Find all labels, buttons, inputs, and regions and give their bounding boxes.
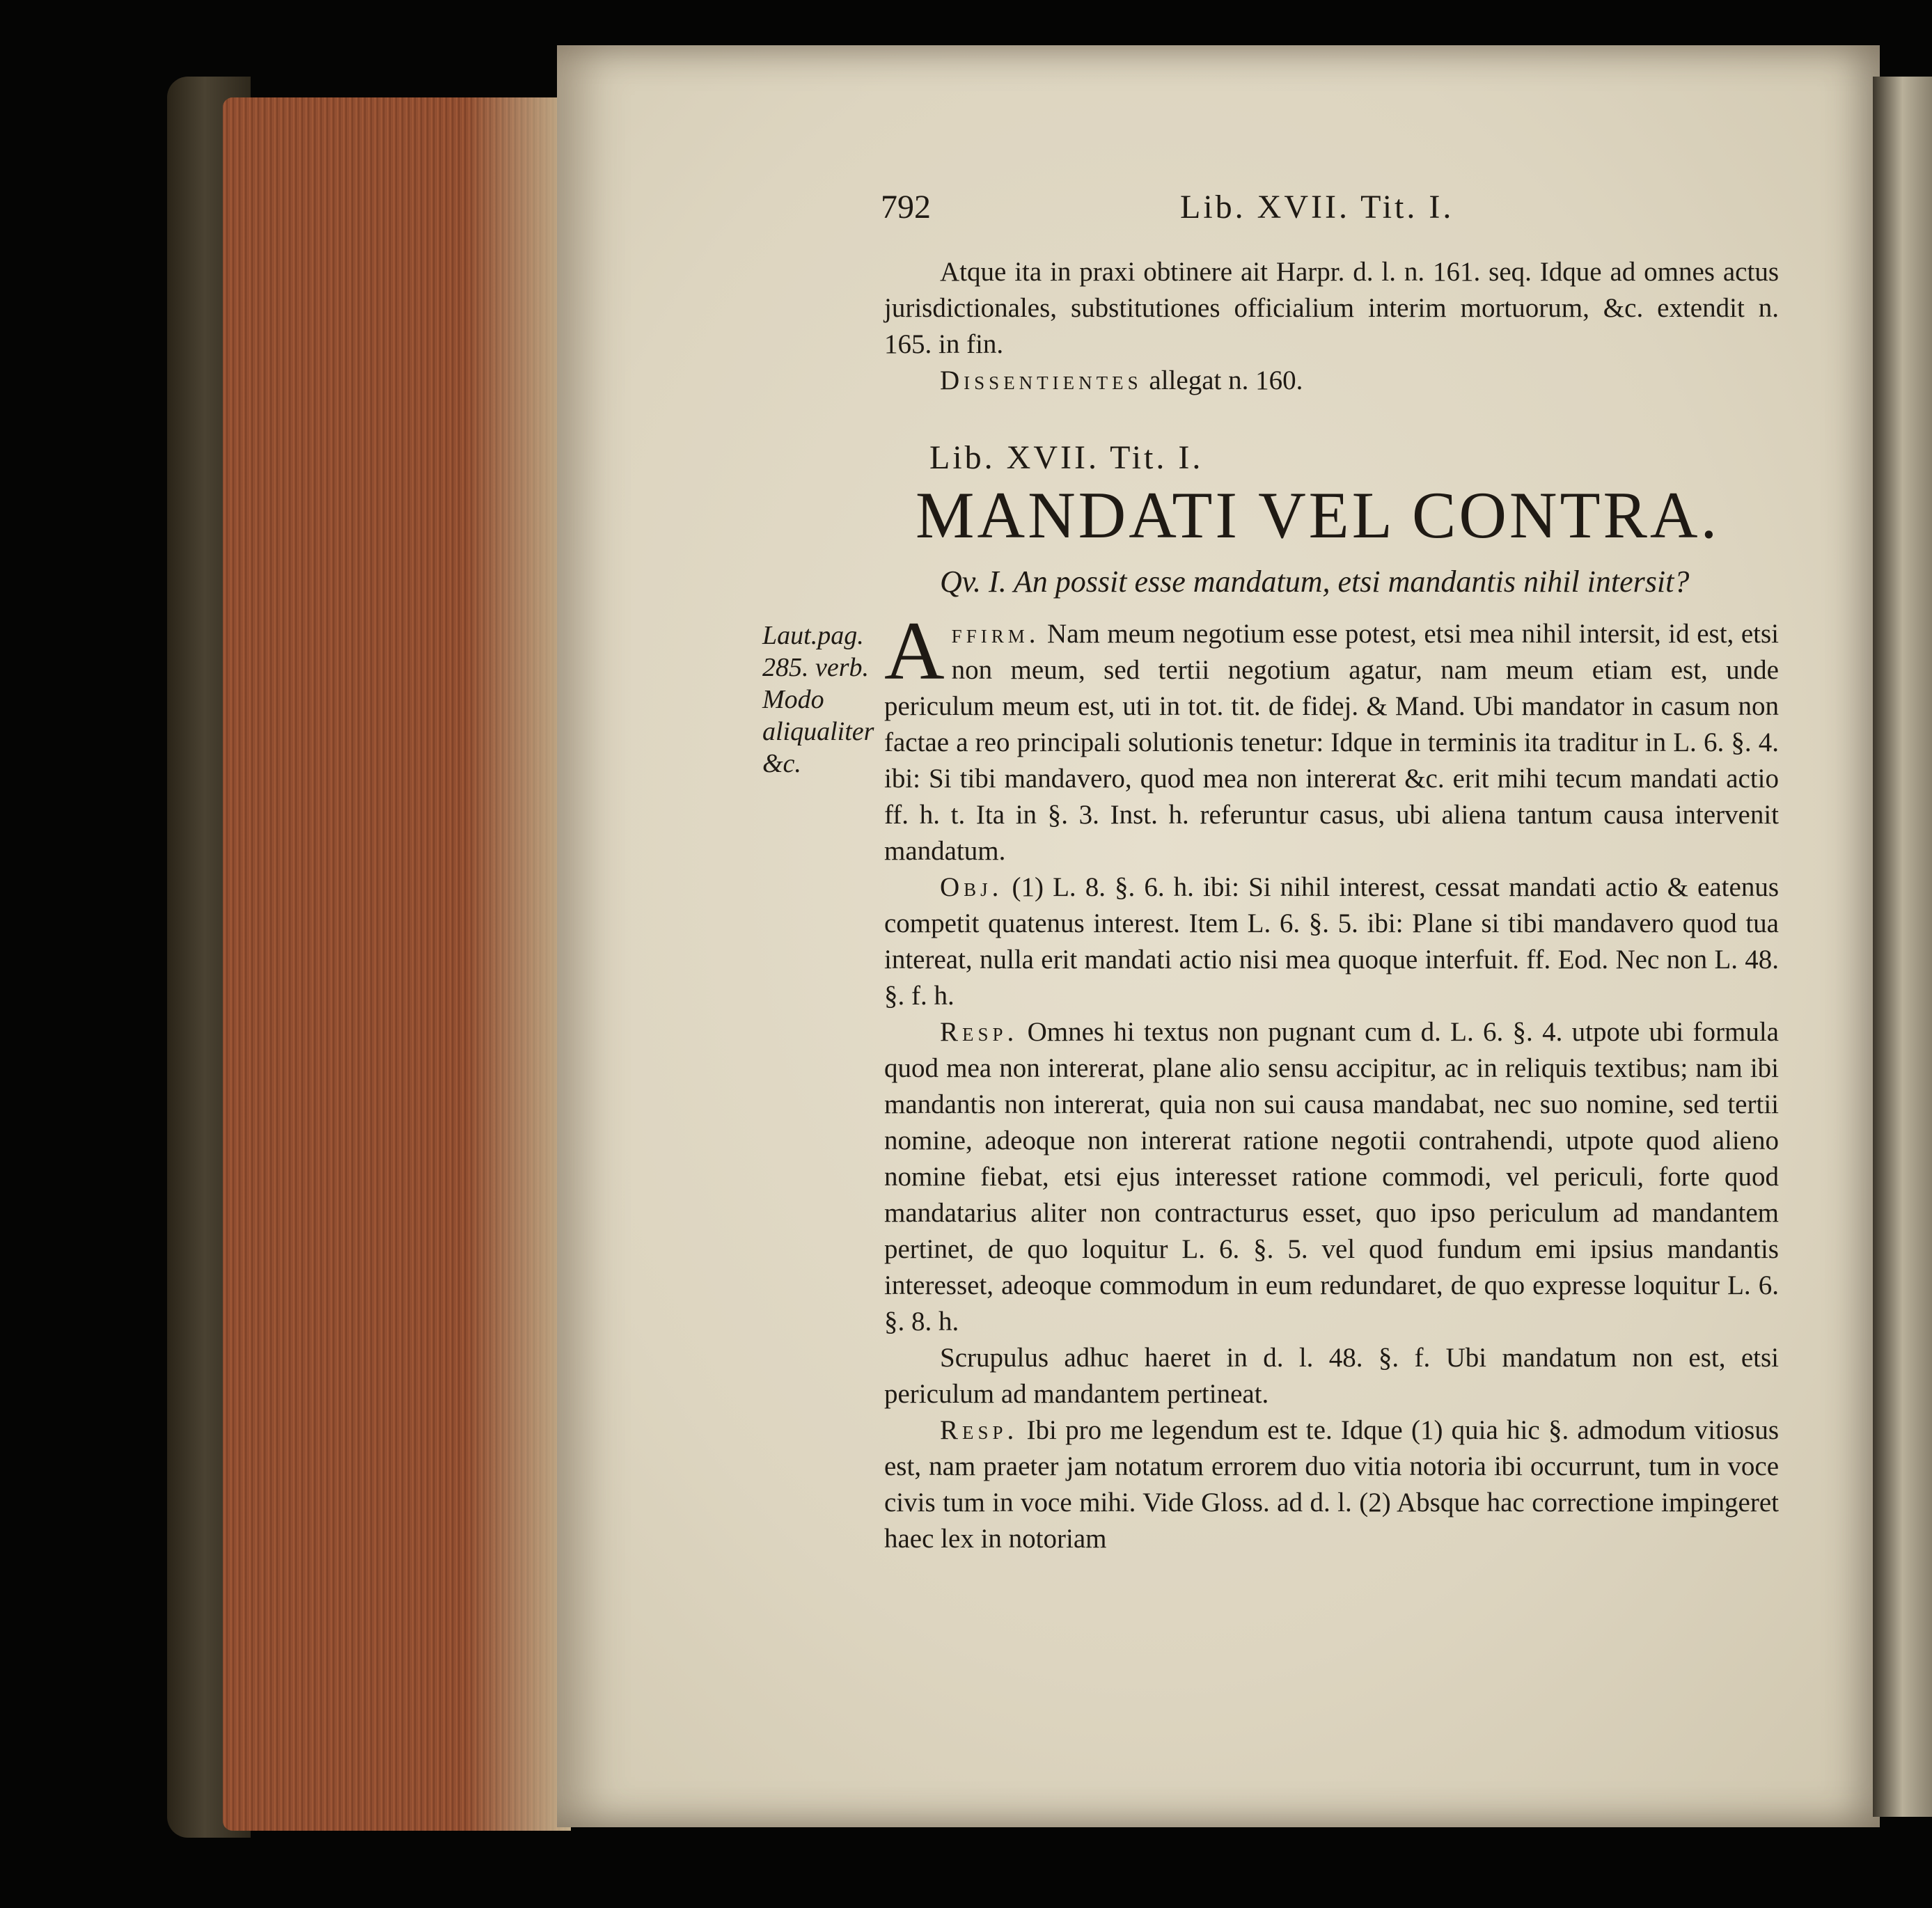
scrupulus-paragraph: Scrupulus adhuc haeret in d. l. 48. §. f. Ubi mandatum non est, etsi periculum ad mandantem pertineat. xyxy=(884,1343,1779,1409)
intro-block xyxy=(884,254,1779,399)
objection-text: (1) L. 8. §. 6. h. ibi: Si nihil interest, cessat mandati actio & eatenus competit quatenus interest. Item L. 6. §. 5. ibi: Plane si tibi mandavero quod tua intereat, nulla erit mandati actio nisi mea quoque interfuit. ff. Eod. Nec non L. 48. §. f. h. xyxy=(884,872,1779,1011)
section-lib-head: Lib. XVII. Tit. I. xyxy=(929,439,1204,476)
dissentientes-paragraph xyxy=(884,363,1779,399)
drop-cap: A xyxy=(884,604,945,697)
affirm-paragraph xyxy=(884,604,1780,869)
page-number: 792 xyxy=(881,189,931,226)
section-title: MANDATI VEL CONTRA. xyxy=(916,478,1720,552)
objection-lead: Obj. xyxy=(940,872,1003,902)
dissentientes-text: allegat n. 160. xyxy=(1149,365,1303,395)
margin-note: Laut.pag. 285. verb. Modo aliqualiter &c. xyxy=(762,621,874,778)
response-text-2: Ibi pro me legendum est te. Idque (1) quia hic §. admodum vitiosus est, nam praeter jam notatum errorem duo vitia notoria ibi occurrunt, tum in voce civis tum in voce mihi. Vide Gloss. ad d. l. (2) Absque hac correctione impingeret haec lex in notoriam xyxy=(884,1415,1780,1554)
response-paragraph-2 xyxy=(884,1412,1779,1557)
facing-page-edge xyxy=(1873,77,1932,1817)
running-head-title: Lib. XVII. Tit. I. xyxy=(1180,189,1454,226)
affirm-text: Nam meum negotium esse potest, etsi mea nihil intersit, id est, etsi non meum, sed tertii negotium agatur, nam meum etiam est, unde periculum meum est, uti in tot. tit. de fidej. & Mand. Ubi mandator in casum non factae a reo principali solutionis tenetur: Idque in terminis ita traditur in L. 6. §. 4. ibi: Si tibi mandavero, quod mea non intererat &c. erit mihi tecum mandati actio ff. h. t. Ita in §. 3. Inst. h. referuntur casus, ubi aliena tantum causa intervenit mandatum. xyxy=(884,619,1780,866)
response-paragraph-1 xyxy=(884,1014,1779,1340)
page-edges-shade xyxy=(466,97,571,1831)
response-lead-2: Resp. xyxy=(940,1415,1019,1445)
question-heading: Qv. I. An possit esse mandatum, etsi mandantis nihil intersit? xyxy=(940,565,1690,599)
response-text-1: Omnes hi textus non pugnant cum d. L. 6. §. 4. utpote ubi formula quod mea non intererat, plane alio sensu accipitur, ac in reliquis textibus; nam ibi mandantis non intererat, quia non sui causa mandabat, nec suo nomine, sed tertii nomine, adeoque non intererat ratione negotii contrahendi, utpote quod alieno nomine fiebat, etsi ejus interesset ratione commodi, vel periculi, forte quod mandatarius aliter non contracturus esset, quo ipso periculum ad mandantem pertinet, de quo loquitur L. 6. §. 5. vel quod fundum emi ipsius mandantis interesset, adeoque commodum in eum redundaret, de quo expresse loquitur L. 6. §. 8. h. xyxy=(884,1017,1779,1337)
page-edges xyxy=(223,97,571,1831)
objection-paragraph xyxy=(884,869,1779,1014)
response-lead-1: Resp. xyxy=(940,1017,1019,1047)
intro-paragraph: Atque ita in praxi obtinere ait Harpr. d. l. n. 161. seq. Idque ad omnes actus jurisdictionales, substitutiones officialium interim mortuorum, &c. extendit n. 165. in fin. xyxy=(884,257,1779,359)
affirm-lead: ffirm. xyxy=(951,619,1040,649)
dissentientes-lead: Dissentientes xyxy=(940,365,1142,395)
main-body xyxy=(884,604,1780,1557)
